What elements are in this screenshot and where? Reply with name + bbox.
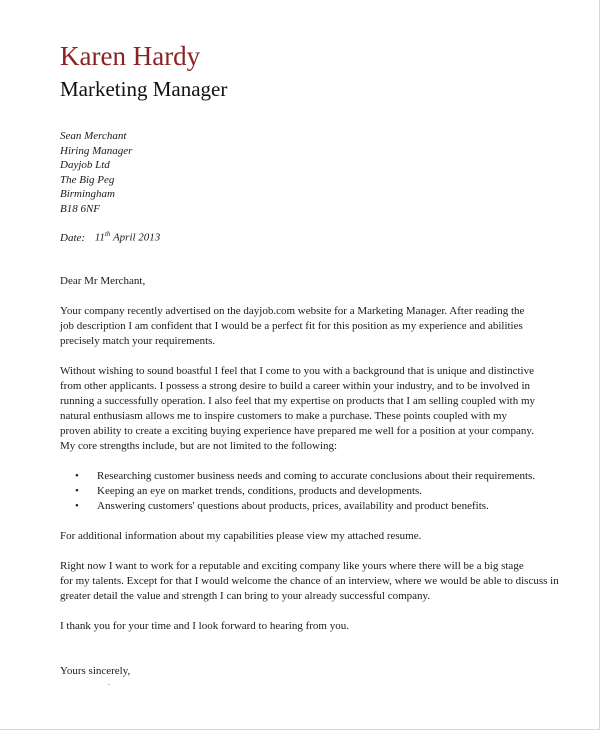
closing: Yours sincerely, [60,665,131,677]
list-item-text: Researching customer business needs and coming to accurate conclusions about their requirements. [97,470,536,482]
recipient-city: Birmingham [60,188,115,201]
bullet-icon: • [75,470,79,482]
paragraph-line: I thank you for your time and I look forward to hearing from you. [60,620,349,632]
paragraph-line: greater detail the value and strength I can bring to your already successful company. [60,590,431,602]
paragraph-line: proven ability to create a exciting buying experience have prepared me well for a position at your company. [60,425,534,437]
recipient-street: The Big Peg [60,173,115,186]
letter-body [60,274,559,679]
sender-name: Karen Hardy [60,41,201,71]
paragraph-line: My core strengths include, but are not limited to the following: [60,440,338,452]
paragraph-intro [60,304,550,349]
paragraph-background [60,364,550,454]
date-month-year: April 2013 [110,231,161,244]
date-label: Date: [60,231,86,244]
paragraph-resume [60,529,550,544]
strengths-list [60,469,550,514]
sender-job-title: Marketing Manager [60,77,228,101]
paragraph-thanks [60,619,550,634]
bullet-icon: • [75,485,79,497]
paragraph-line: Your company recently advertised on the dayjob.com website for a Marketing Manager. After reading the [60,305,525,317]
list-item [60,484,550,499]
paragraph-line: for my talents. Except for that I would welcome the chance of an interview, where we would be able to discuss in [60,575,559,587]
recipient-postcode: B18 6NF [60,202,101,215]
list-item-text: Answering customers' questions about products, prices, availability and product benefits. [97,500,489,512]
letter-date [60,230,160,244]
list-item-text: Keeping an eye on market trends, conditions, products and developments. [97,485,423,497]
recipient-company: Dayjob Ltd [60,159,110,172]
list-item [60,499,550,514]
salutation: Dear Mr Merchant, [60,275,146,287]
date-suffix: th [104,230,111,238]
recipient-role: Hiring Manager [60,144,133,157]
paragraph-line: Without wishing to sound boastful I feel that I come to you with a background that is unique and distinctive [60,365,534,377]
paragraph-line: precisely match your requirements. [60,335,216,347]
paragraph-line: running a successfully operation. I also feel that my expertise on products that I am selling coupled with my [60,395,536,407]
recipient-name: Sean Merchant [60,130,127,142]
date-day: 11 [94,231,105,244]
paragraph-line: natural enthusiasm allows me to inspire customers to make a purchase. These points coupled with my [60,410,508,422]
paragraph-line: job description I am confident that I would be a perfect fit for this position as my experience and abilities [60,320,523,332]
recipient-address [60,129,132,217]
paragraph-line: For additional information about my capabilities please view my attached resume. [60,530,422,542]
paragraph-interview [60,559,559,604]
list-item [60,469,550,484]
paragraph-line: Right now I want to work for a reputable and exciting company like yours where there will be a big stage [60,560,524,572]
bullet-icon: • [75,500,79,512]
paragraph-line: from other applicants. I possess a strong desire to build a career within your industry, and to be involved in [60,380,531,392]
scan-dot [108,684,110,685]
